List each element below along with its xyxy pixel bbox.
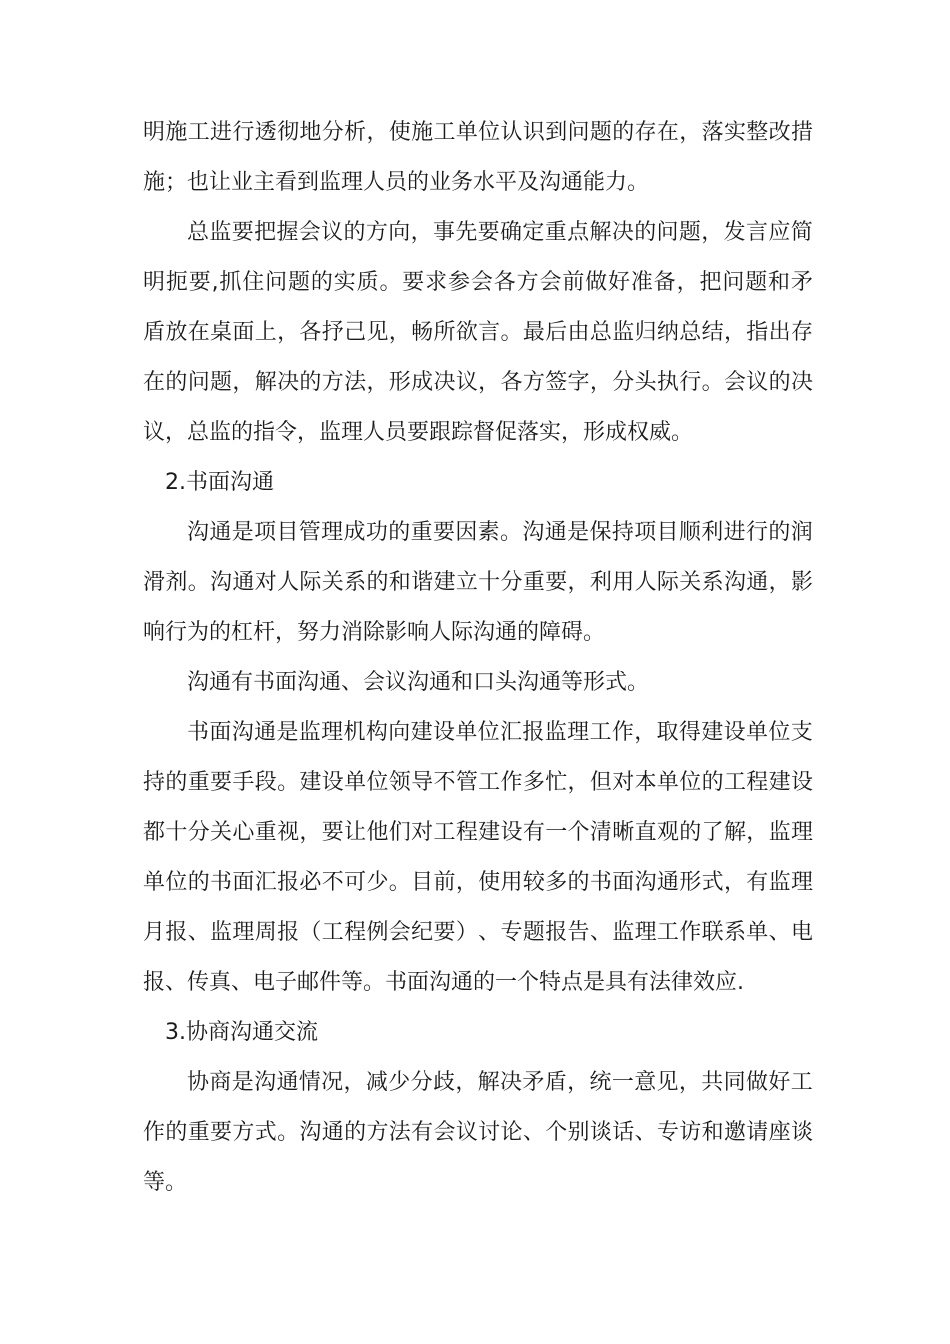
- text-line: 书 面 沟 通 是 监 理 机 构 向 建 设 单 位 汇 报 监 理 工 作 ， 取 得 建 设 单 位 支: [187, 720, 813, 745]
- text-line: 施；也让业主看到监理人员的业务水平及沟通能力。: [143, 170, 650, 195]
- text-line: 总 监 要 把 握 会 议 的 方 向 ， 事 先 要 确 定 重 点 解 决 的 问 题 ， 发 言 应 简: [187, 220, 813, 245]
- text-line: 沟 通 是 项 目 管 理 成 功 的 重 要 因 素 。 沟 通 是 保 持 项 目 顺 利 进 行 的 润: [187, 520, 813, 545]
- document-body: [143, 108, 813, 1208]
- text-line: 单 位 的 书 面 汇 报 必 不 可 少 。 目 前 ， 使 用 较 多 的 书 面 沟 通 形 式 ， 有 监 理: [143, 870, 813, 895]
- text-line: 沟通有书面沟通、会议沟通和口头沟通等形式。: [187, 670, 650, 695]
- text-line: 盾 放 在 桌 面 上 ， 各 抒 己 见 ， 畅 所 欲 言 。 最 后 由 总 监 归 纳 总 结 ， 指 出 存: [143, 320, 813, 345]
- heading-text: 3.协商沟通交流: [165, 1020, 318, 1045]
- text-line: 议，总监的指令，监理人员要跟踪督促落实，形成权威。: [143, 420, 694, 445]
- text-line: 滑 剂 。 沟 通 对 人 际 关 系 的 和 谐 建 立 十 分 重 要 ， 利 用 人 际 关 系 沟 通 ， 影: [143, 570, 813, 595]
- text-line: 明 扼 要 , 抓 住 问 题 的 实 质 。 要 求 参 会 各 方 会 前 做 好 准 备 ， 把 问 题 和 矛: [143, 270, 813, 295]
- text-line: 持 的 重 要 手 段 。 建 设 单 位 领 导 不 管 工 作 多 忙 ， 但 对 本 单 位 的 工 程 建 设: [143, 770, 813, 795]
- text-line: 报、传真、电子邮件等。书面沟通的一个特点是具有法律效应.: [143, 970, 744, 995]
- text-line: 响行为的杠杆，努力消除影响人际沟通的障碍。: [143, 620, 606, 645]
- text-line: 等。: [143, 1170, 188, 1195]
- heading-text: 2.书面沟通: [165, 470, 274, 495]
- text-line: 协 商 是 沟 通 情 况 ， 减 少 分 歧 ， 解 决 矛 盾 ， 统 一 意 见 ， 共 同 做 好 工: [187, 1070, 813, 1095]
- text-line: 作 的 重 要 方 式 。 沟 通 的 方 法 有 会 议 讨 论 、 个 别 谈 话 、 专 访 和 邀 请 座 谈: [143, 1120, 813, 1145]
- text-line: 在 的 问 题 ， 解 决 的 方 法 ， 形 成 决 议 ， 各 方 签 字 ， 分 头 执 行 。 会 议 的 决: [143, 370, 813, 395]
- text-line: 月 报 、 监 理 周 报 （ 工 程 例 会 纪 要 ） 、 专 题 报 告 、 监 理 工 作 联 系 单 、 电: [143, 920, 813, 945]
- text-line: 明 施 工 进 行 透 彻 地 分 析 ， 使 施 工 单 位 认 识 到 问 题 的 存 在 ， 落 实 整 改 措: [143, 120, 813, 145]
- text-line: 都 十 分 关 心 重 视 ， 要 让 他 们 对 工 程 建 设 有 一 个 清 晰 直 观 的 了 解 ， 监 理: [143, 820, 813, 845]
